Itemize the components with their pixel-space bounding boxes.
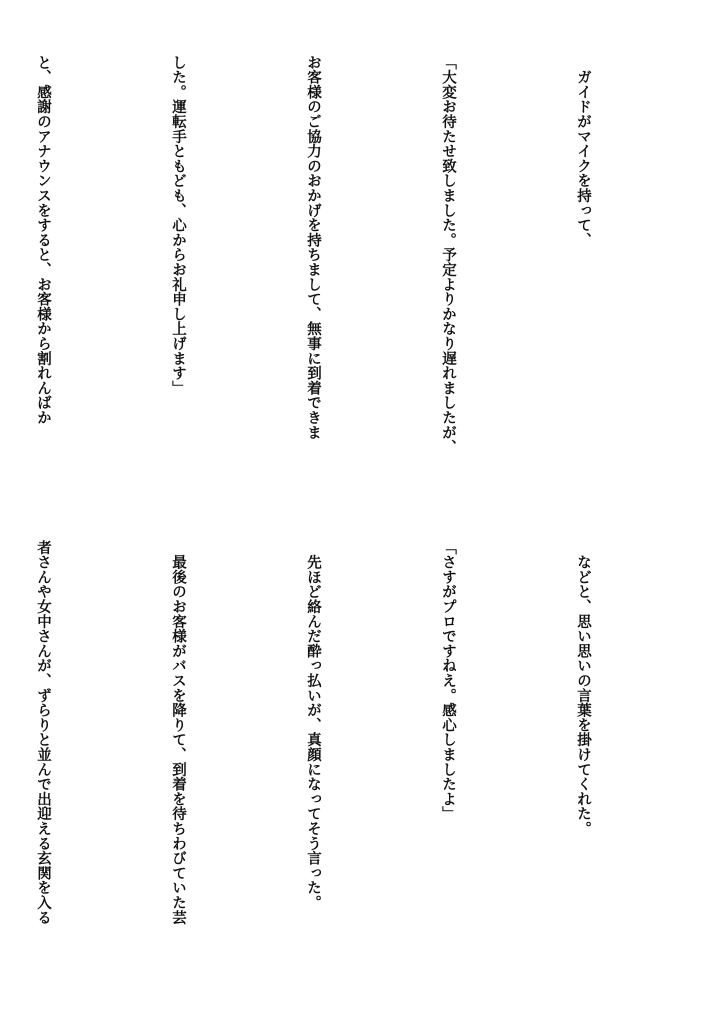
text-line: 最後のお客様がバスを降りて、到着を待ちわびていた芸 <box>170 540 187 925</box>
text-line: した。運転手ともども、心からお礼申し上げます」 <box>170 55 187 396</box>
text-line: お客様のご協力のおかげを持ちまして、無事に到着できま <box>305 55 322 440</box>
text-line: などと、思い思いの言葉を掛けてくれた。 <box>575 540 592 836</box>
text-line: 者さんや女中さんが、ずらりと並んで出迎える玄関を入る <box>35 540 52 925</box>
text-line: 「大変お待たせ致しました。予定よりかなり遅れましたが、 <box>440 55 457 455</box>
bottom-text-block <box>0 540 696 980</box>
text-line: と、感謝のアナウンスをすると、お客様から割れんばか <box>35 55 52 425</box>
text-line: ガイドがマイクを持って、 <box>575 55 592 248</box>
text-line: 「さすがプロですねえ。感心しましたよ」 <box>440 540 457 822</box>
top-text-block <box>0 55 696 495</box>
text-line: 先ほど絡んだ酔っ払いが、真顔になってそう言った。 <box>305 540 322 910</box>
